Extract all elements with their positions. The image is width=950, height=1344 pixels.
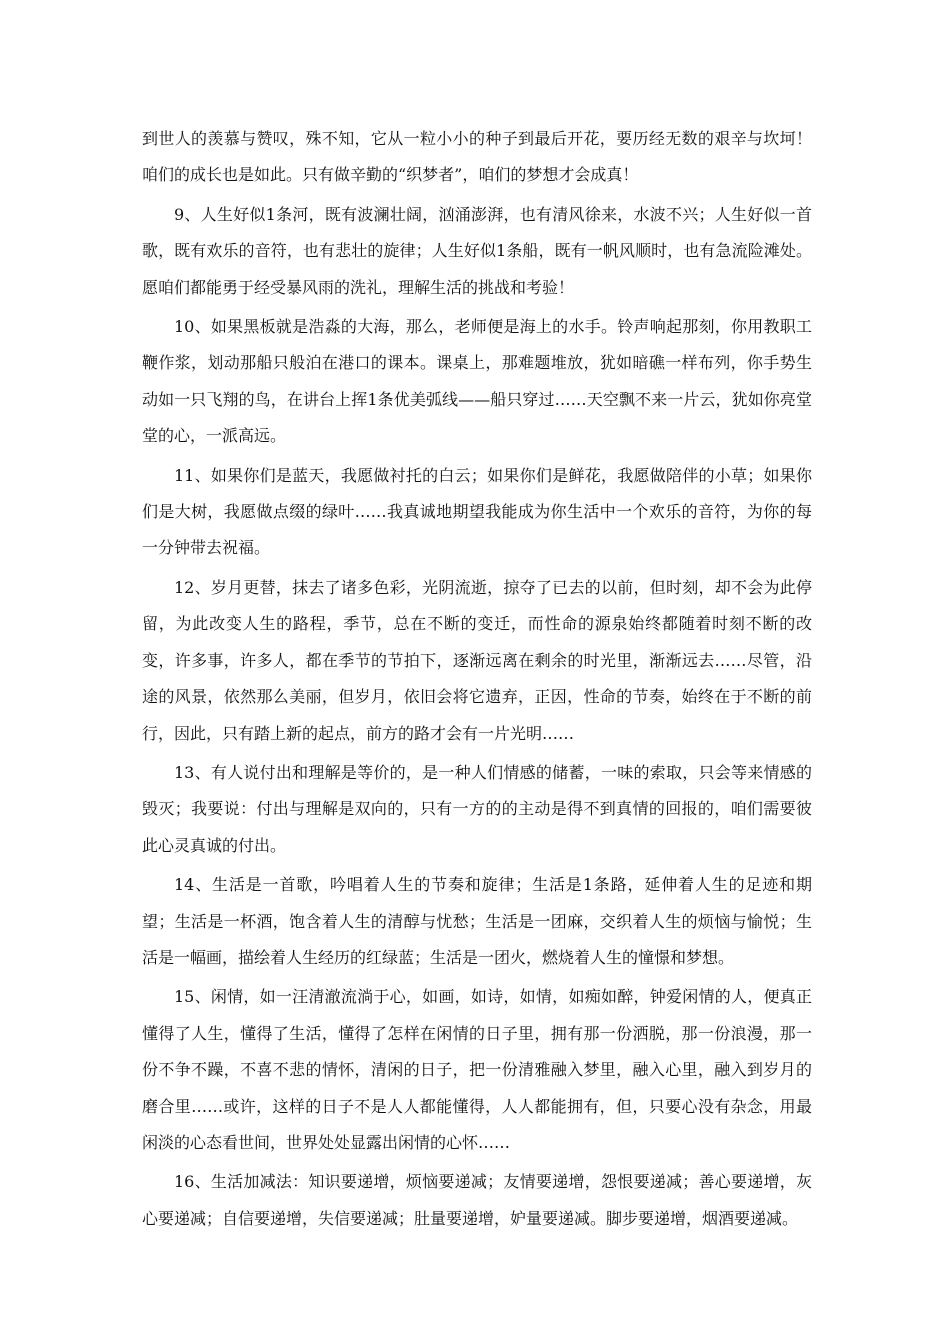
paragraph-14: 14、生活是一首歌，吟唱着人生的节奏和旋律；生活是1条路，延伸着人生的足迹和期望；生活是一杯酒，饱含着人生的清醇与忧愁；生活是一团麻，交织着人生的烦恼与愉悦；生活是一幅画，描绘着人生经历的红绿蓝；生活是一团火，燃烧着人生的憧憬和梦想。 (142, 875, 812, 967)
paragraph-13: 13、有人说付出和理解是等价的，是一种人们情感的储蓄，一味的索取，只会等来情感的毁灭；我要说：付出与理解是双向的，只有一方的的主动是得不到真情的回报的，咱们需要彼此心灵真诚的付出。 (142, 762, 812, 855)
paragraph-10: 10、如果黑板就是浩淼的大海，那么，老师便是海上的水手。铃声响起那刻，你用教职工鞭作浆，划动那船只般泊在港口的课本。课桌上，那难题堆放，犹如暗礁一样布列，你手势生动如一只飞翔的鸟，在讲台上挥1条优美弧线——船只穿过……天空飘不来一片云，犹如你亮堂堂的心，一派高远。 (142, 317, 812, 446)
paragraph-12: 12、岁月更替，抹去了诸多色彩，光阴流逝，掠夺了已去的以前，但时刻，却不会为此停留，为此改变人生的路程，季节，总在不断的变迁，而性命的源泉始终都随着时刻不断的改变，许多事，许多人，都在季节的节拍下，逐渐远离在剩余的时光里，渐渐远去……尽管，沿途的风景，依然那么美丽，但岁月，依旧会将它遗弃，正因，性命的节奏，始终在于不断的前行，因此，只有踏上新的起点，前方的路才会有一片光明…… (142, 577, 812, 743)
paragraph-16: 16、生活加减法：知识要递增，烦恼要递减；友情要递增，怨恨要递减；善心要递增，灰心要递减；自信要递增，失信要递减；肚量要递增，妒量要递减。脚步要递增，烟酒要递减。 (142, 1172, 812, 1228)
paragraph-15: 15、闲情，如一汪清澈流淌于心，如画，如诗，如情，如痴如醉，钟爱闲情的人，便真正懂得了人生，懂得了生活，懂得了怎样在闲情的日子里，拥有那一份洒脱，那一份浪漫，那一份不争不躁，不喜不悲的情怀，清闲的日子，把一份清雅融入梦里，融入心里，融入到岁月的磨合里……或许，这样的日子不是人人都能懂得，人人都能拥有，但，只要心没有杂念，用最闲淡的心态看世间，世界处处显露出闲情的心怀…… (142, 987, 812, 1152)
paragraph-continuation: 到世人的羡慕与赞叹，殊不知，它从一粒小小的种子到最后开花，要历经无数的艰辛与坎坷！咱们的成长也是如此。只有做辛勤的“织梦者”，咱们的梦想才会成真！ (142, 129, 812, 185)
paragraph-11: 11、如果你们是蓝天，我愿做衬托的白云；如果你们是鲜花，我愿做陪伴的小草；如果你们是大树，我愿做点缀的绿叶……我真诚地期望我能成为你生活中一个欢乐的音符，为你的每一分钟带去祝福。 (142, 465, 812, 558)
paragraph-9: 9、人生好似1条河，既有波澜壮阔，汹涌澎湃，也有清风徐来，水波不兴；人生好似一首歌，既有欢乐的音符，也有悲壮的旋律；人生好似1条船，既有一帆风顺时，也有急流险滩处。愿咱们都能勇于经受暴风雨的洗礼，理解生活的挑战和考验！ (142, 204, 812, 297)
document-body (142, 121, 812, 1240)
